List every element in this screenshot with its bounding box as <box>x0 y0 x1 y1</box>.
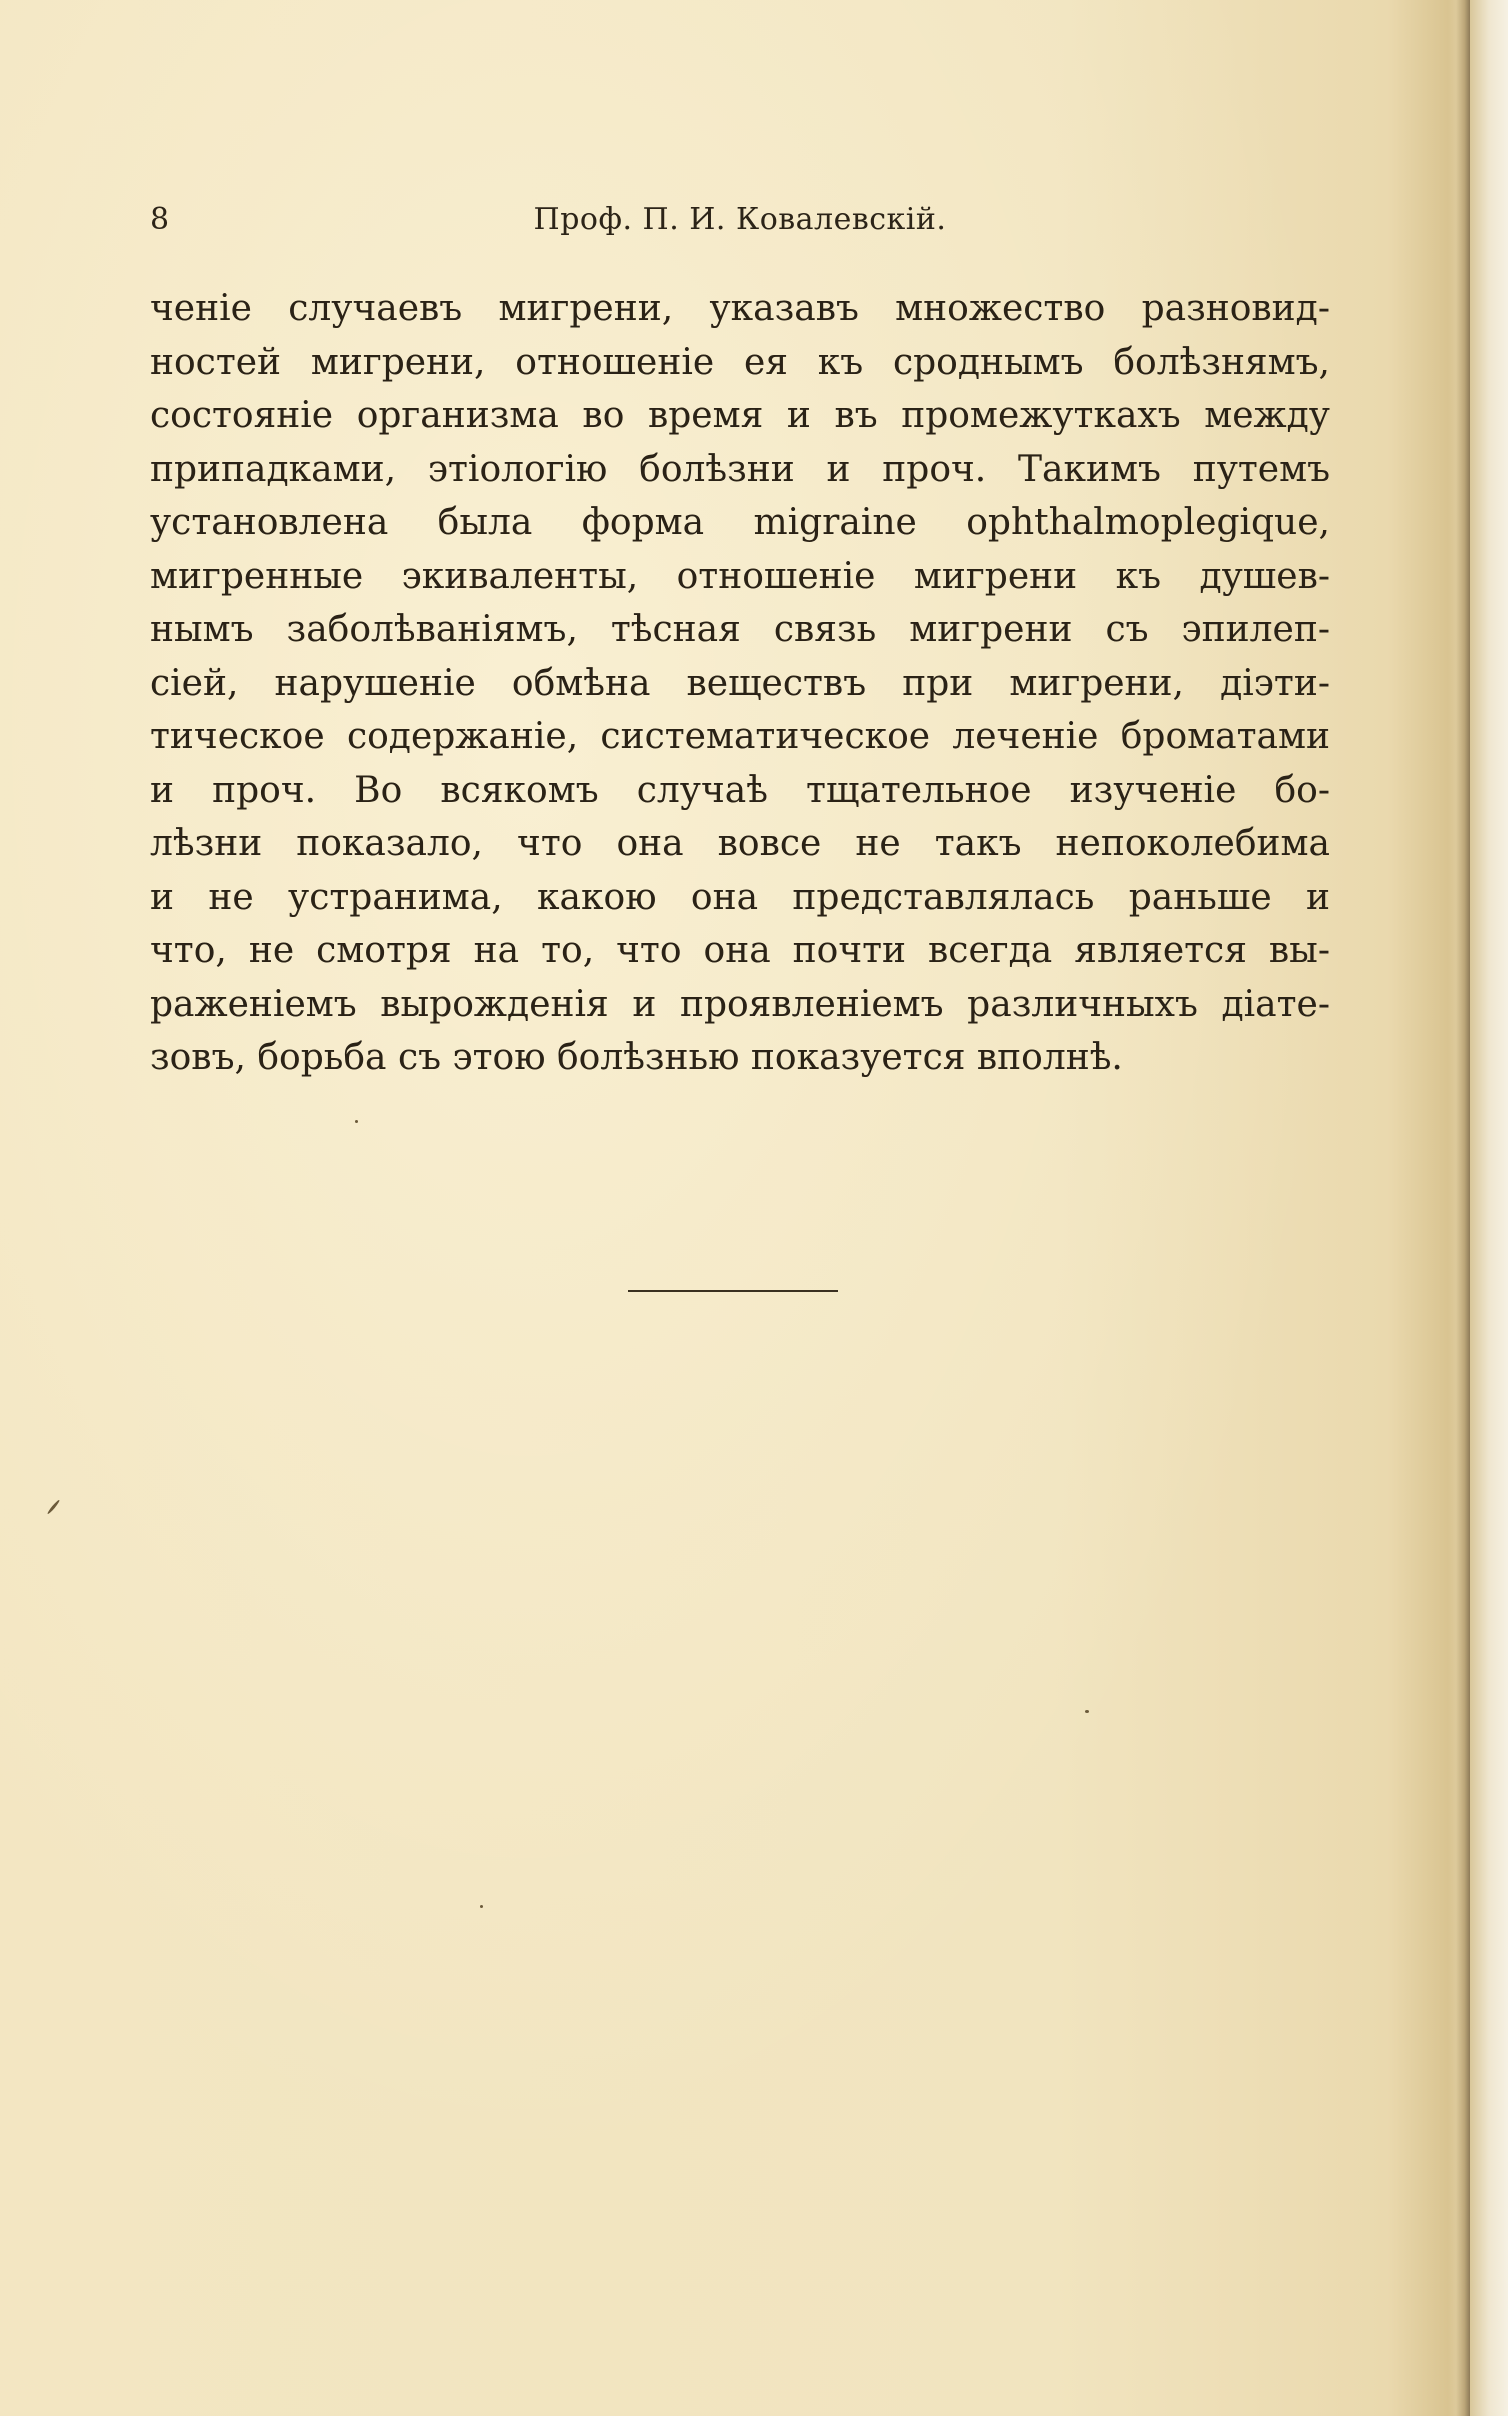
text-line: припадками, этіологію болѣзни и проч. Такимъ путемъ <box>150 448 1330 490</box>
body-text <box>150 282 1330 1085</box>
text-line: лѣзни показало, что она вовсе не такъ непоколебима <box>150 823 1330 864</box>
page-gutter-shadow <box>1456 0 1470 2416</box>
paper-speck <box>355 1120 358 1123</box>
page-header <box>150 200 1330 250</box>
text-line: состояніе организма во время и въ промежуткахъ между <box>150 395 1330 436</box>
text-line: установлена была форма migraine ophthalmoplegique, <box>150 502 1330 543</box>
paper-speck <box>480 1905 483 1908</box>
page-edge <box>1470 0 1508 2416</box>
text-line: ченіе случаевъ мигрени, указавъ множество разновид- <box>150 288 1330 329</box>
text-line: тическое содержаніе, систематическое леченіе броматами <box>150 716 1330 757</box>
text-line: что, не смотря на то, что она почти всегда является вы- <box>150 930 1330 971</box>
text-line: и не устранима, какою она представлялась раньше и <box>150 876 1330 918</box>
running-head: Проф. П. И. Ковалевскій. <box>533 202 947 237</box>
text-line: ностей мигрени, отношеніе ея къ сроднымъ болѣзнямъ, <box>150 341 1330 383</box>
page-number: 8 <box>150 202 170 237</box>
text-line: сіей, нарушеніе обмѣна веществъ при мигрени, діэти- <box>150 662 1330 704</box>
text-line: мигренные экиваленты, отношеніе мигрени къ душев- <box>150 555 1330 597</box>
text-line: и проч. Во всякомъ случаѣ тщательное изученіе бо- <box>150 769 1330 811</box>
text-line: нымъ заболѣваніямъ, тѣсная связь мигрени съ эпилеп- <box>150 609 1330 650</box>
section-end-rule <box>628 1290 838 1292</box>
paper-speck <box>1085 1710 1089 1713</box>
paper-mark <box>47 1499 61 1515</box>
text-line: раженіемъ вырожденія и проявленіемъ различныхъ діате- <box>150 983 1330 1025</box>
text-line: зовъ, борьба съ этою болѣзнью показуется вполнѣ. <box>150 1037 1123 1078</box>
